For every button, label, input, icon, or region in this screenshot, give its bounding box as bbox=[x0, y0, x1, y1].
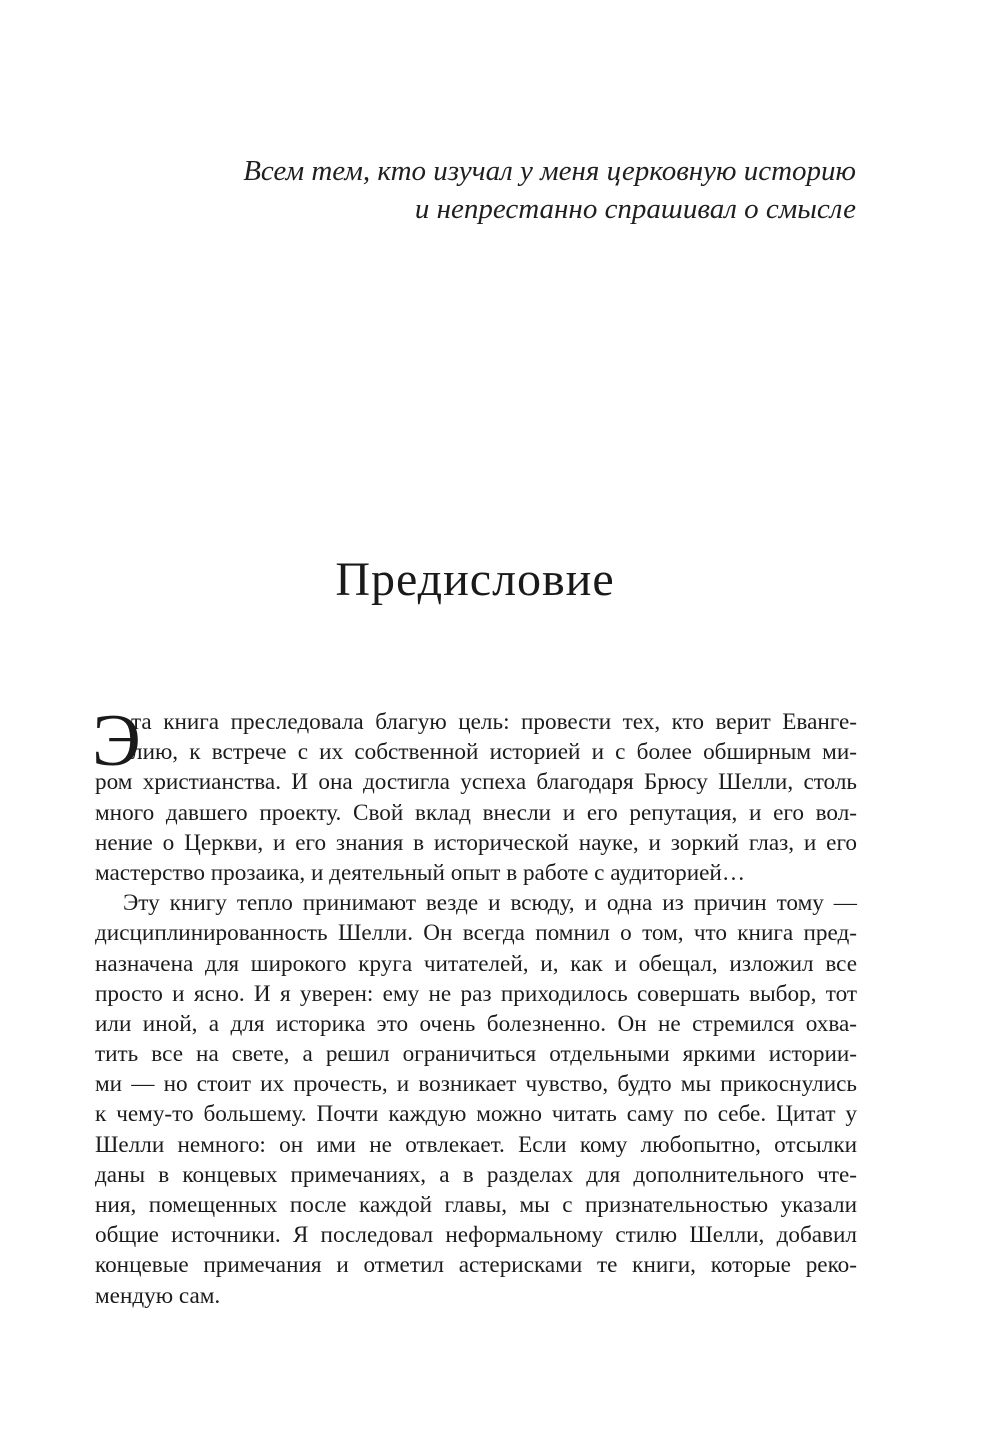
text-line: дисциплинированность Шелли. Он всегда помнил о том, что книга пред- bbox=[95, 920, 857, 947]
text-line: ром христианства. И она достигла успеха благодаря Брюсу Шелли, столь bbox=[95, 769, 857, 796]
paragraph-1 bbox=[95, 707, 857, 888]
paragraph-2 bbox=[95, 888, 857, 1311]
text-line: даны в концевых примечаниях, а в разделах для дополнительного чте- bbox=[95, 1161, 857, 1188]
text-line: просто и ясно. И я уверен: ему не раз приходилось совершать выбор, тот bbox=[95, 980, 857, 1007]
text-line: концевые примечания и отметил астерисками те книги, которые реко- bbox=[95, 1252, 857, 1279]
body-text bbox=[92, 700, 857, 1311]
dedication-line-2: и непрестанно спрашивал о смысле bbox=[414, 193, 856, 225]
dedication-line-1: Всем тем, кто изучал у меня церковную историю bbox=[243, 155, 856, 187]
drop-cap: Э bbox=[92, 700, 141, 782]
text-line: Эту книгу тепло принимают везде и всюду, и одна из причин тому — bbox=[123, 890, 857, 917]
text-line: нение о Церкви, и его знания в исторической науке, и зоркий глаз, и его bbox=[95, 829, 857, 856]
text-line: к чему-то большему. Почти каждую можно читать саму по себе. Цитат у bbox=[95, 1101, 857, 1128]
chapter-title: Предисловие bbox=[335, 553, 615, 606]
text-line: мастерство прозаика, и деятельный опыт в работе с аудиторией… bbox=[95, 859, 746, 886]
text-line: та книга преследовала благую цель: провести тех, кто верит Еванге- bbox=[131, 709, 857, 735]
text-line: мендую сам. bbox=[95, 1282, 221, 1309]
text-line: тить все на свете, а решил ограничиться отдельными яркими истории- bbox=[95, 1041, 857, 1068]
text-line: ми — но стоит их прочесть, и возникает чувство, будто мы прикоснулись bbox=[95, 1071, 857, 1098]
text-line: много давшего проекту. Свой вклад внесли и его репутация, и его вол- bbox=[95, 799, 857, 826]
text-line: общие источники. Я последовал неформальному стилю Шелли, добавил bbox=[95, 1222, 857, 1249]
text-line: Шелли немного: он ими не отвлекает. Если кому любопытно, отсылки bbox=[95, 1131, 857, 1158]
dedication bbox=[96, 152, 856, 228]
text-line: назначена для широкого круга читателей, и, как и обещал, изложил все bbox=[95, 950, 857, 977]
text-line: ния, помещенных после каждой главы, мы с признательностью указали bbox=[95, 1192, 857, 1218]
text-line: или иной, а для историка это очень болезненно. Он не стремился охва- bbox=[95, 1010, 857, 1037]
text-line: лию, к встрече с их собственной историей и с более обширным ми- bbox=[131, 739, 857, 766]
